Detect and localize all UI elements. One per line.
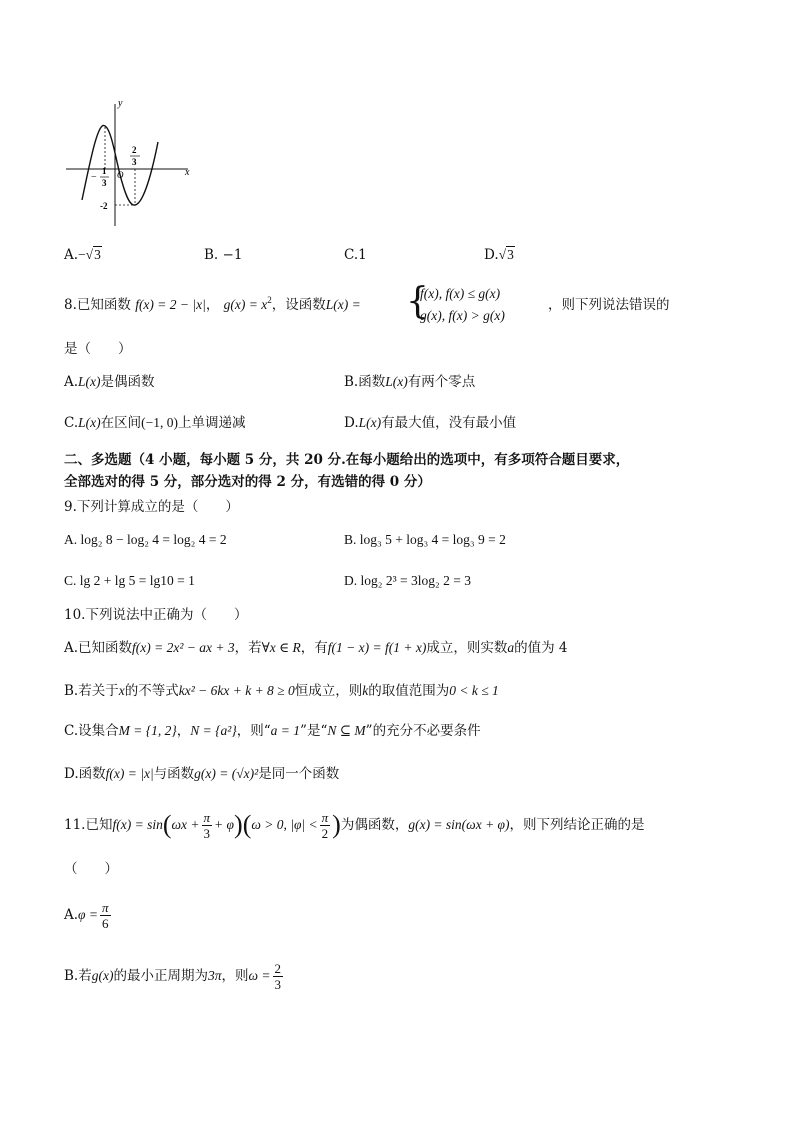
section2-header-line1: 二、多选题（4 小题，每小题 5 分，共 20 分.在每小题给出的选项中，有多项符合题目要求，: [64, 452, 630, 468]
q9-option-c[interactable]: C. lg 2 + lg 5 = lg10 = 1: [64, 573, 195, 588]
y-axis-label: y: [118, 98, 123, 109]
q7-option-b[interactable]: B. −1: [204, 247, 243, 263]
function-graph: [60, 92, 200, 228]
q10-option-a[interactable]: A.已知函数f(x) = 2x² − ax + 3，若∀x ∈ R，有f(1 − x) = f(1 + x)成立，则实数a的值为 4: [64, 640, 568, 656]
q8-L-def: L(x) =: [325, 297, 361, 312]
q9-option-a[interactable]: A. log₂ 8 − log₂ 4 = log₂ 4 = 2: [64, 532, 227, 547]
q10-option-d[interactable]: D.函数f(x) = |x|与函数g(x) = (√x)²是同一个函数: [64, 766, 340, 782]
q11-option-b[interactable]: B.若g(x)的最小正周期为3π，则ω = $\frac{2}{3}$: [64, 961, 281, 992]
q8-stem: 8.已知函数 f(x) = 2 − |x|， $g(x) = x^2$，设函数L(x) =: [64, 295, 361, 313]
q8-g-def: g(x) = x: [223, 297, 268, 312]
q7-option-d[interactable]: D.√3: [484, 247, 514, 263]
q7-option-a[interactable]: A.−√3: [64, 247, 101, 263]
q7-option-c[interactable]: C.1: [344, 247, 367, 263]
q8-f-def: f(x) = 2 − |x|: [135, 297, 206, 312]
q9-stem: 9.下列计算成立的是（ ）: [64, 499, 239, 515]
pos-tick-den: 3: [132, 157, 137, 167]
q8-option-b[interactable]: B.函数L(x)有两个零点: [344, 374, 476, 390]
cubic-curve: [82, 125, 158, 205]
q8-option-d[interactable]: D.L(x)有最大值，没有最小值: [344, 415, 517, 431]
q8-option-c[interactable]: C.L(x)在区间(−1, 0)上单调递减: [64, 415, 246, 431]
neg-tick-minus: −: [91, 172, 97, 183]
q8-case-1: f(x), f(x) ≤ g(x): [420, 286, 501, 301]
origin-label: O: [117, 170, 124, 180]
min-value-label: -2: [100, 201, 108, 211]
q11-option-a[interactable]: A.φ = $\frac{\pi}{6}$: [64, 900, 109, 931]
q11-answer-paren: （ ）: [64, 861, 118, 877]
q8-option-a[interactable]: A.L(x)是偶函数: [64, 374, 155, 390]
pos-tick-num: 2: [132, 145, 137, 155]
neg-tick-num: 1: [102, 166, 107, 176]
q10-option-c[interactable]: C.设集合M = {1, 2}，N = {a²}，则“a = 1”是“N ⊆ M”的充分不必要条件: [64, 723, 481, 739]
q9-option-d[interactable]: D. log₂ 2³ = 3log₂ 2 = 3: [344, 573, 471, 588]
q9-option-b[interactable]: B. log₃ 5 + log₃ 4 = log₃ 9 = 2: [344, 532, 506, 547]
q8-stem-tail: ，则下列说法错误的: [548, 297, 670, 313]
x-axis-label: x: [185, 167, 190, 178]
neg-tick-den: 3: [102, 178, 107, 188]
q11-stem: 11.已知f(x) = sin(ωx + $\frac{\pi}{3}$ + φ)(ω > 0, |φ| < $\frac{\pi}{2}$ )为偶函数，g(x) = sin(ωx + φ)，则下列结论正确的是: [64, 810, 645, 841]
section2-header-line2: 全部选对的得 5 分，部分选对的得 2 分，有选错的得 0 分）: [64, 474, 431, 490]
q8-brace: {: [406, 281, 429, 322]
q10-stem: 10.下列说法中正确为（ ）: [64, 607, 248, 623]
q10-option-b[interactable]: B.若关于x的不等式kx² − 6kx + k + 8 ≥ 0恒成立，则k的取值范围为0 < k ≤ 1: [64, 683, 499, 699]
q8-case-2: g(x), f(x) > g(x): [420, 308, 505, 323]
q8-stem-line2: 是（ ）: [64, 341, 132, 357]
